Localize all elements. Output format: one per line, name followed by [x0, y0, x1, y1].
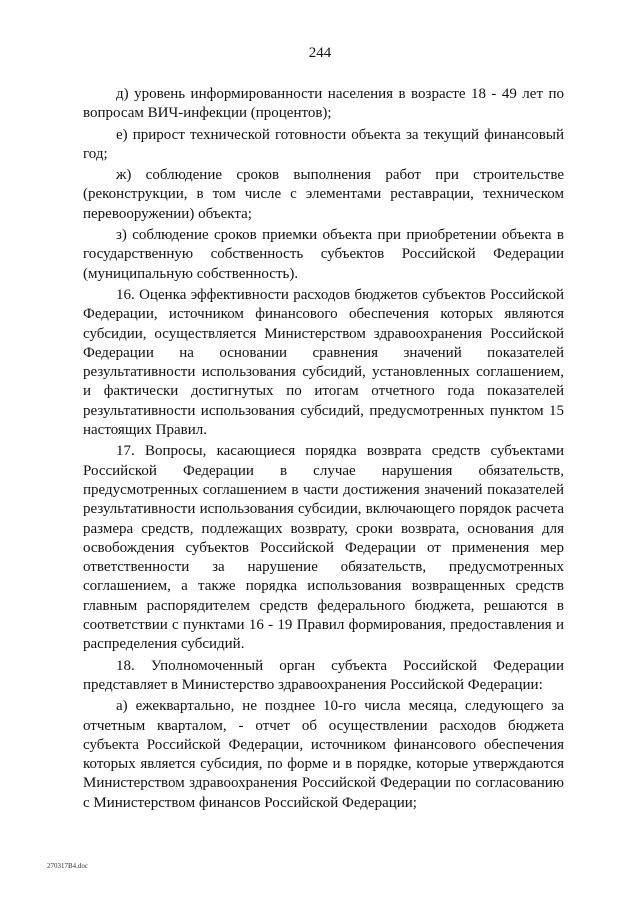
paragraph-e: е) прирост технической готовности объекта за текущий финансовый год; — [83, 126, 564, 162]
footer-filename: 270317B4.doc — [47, 862, 89, 870]
paragraph-z: з) соблюдение сроков приемки объекта при приобретении объекта в государственную собственность субъектов Российской Федерации (муниципальную собственность). — [83, 227, 564, 282]
paragraph-17: 17. Вопросы, касающиеся порядка возврата средств субъектами Российской Федерации в случае нарушения обязательств, предусмотренных соглашением в части достижения значений показателей результативности использования субсидии, включающего порядок расчета размера средств, подлежащих возврату, сроки возврата, основания для освобождения субъектов Российской Федерации от применения мер ответственности за нарушение обязательств, предусмотренных соглашением, а также порядка использования возвращенных средств главным распорядителем средств федерального бюджета, решаются в соответствии с пунктами 16 - 19 Правил формирования, предоставления и распределения субсидий. — [83, 443, 564, 653]
paragraph-d: д) уровень информированности населения в возрасте 18 - 49 лет по вопросам ВИЧ-инфекции (процентов); — [83, 86, 564, 122]
paragraph-18a: а) ежеквартально, не позднее 10-го числа месяца, следующего за отчетным кварталом, - отчет об осуществлении расходов бюджета субъекта Российской Федерации, источником финансового обеспечения которых является субсидия, по форме и в порядке, которые утверждаются Министерством здравоохранения Российской Федерации по согласованию с Министерством финансов Российской Федерации; — [83, 698, 564, 811]
document-body — [83, 85, 564, 815]
paragraph-zh: ж) соблюдение сроков выполнения работ при строительстве (реконструкции, в том числе с элементами реставрации, техническом перевооружении) объекта; — [83, 167, 564, 222]
page-number: 244 — [308, 45, 332, 61]
paragraph-18: 18. Уполномоченный орган субъекта Российской Федерации представляет в Министерство здравоохранения Российской Федерации: — [83, 657, 564, 693]
paragraph-16: 16. Оценка эффективности расходов бюджетов субъектов Российской Федерации, источником финансового обеспечения которых являются субсидии, осуществляется Министерством здравоохранения Российской Федерации на основании сравнения значений показателей результативности использования субсидий, установленных соглашением, и фактически достигнутых по итогам отчетного года показателей результативности использования субсидий, предусмотренных пунктом 15 настоящих Правил. — [83, 286, 564, 439]
